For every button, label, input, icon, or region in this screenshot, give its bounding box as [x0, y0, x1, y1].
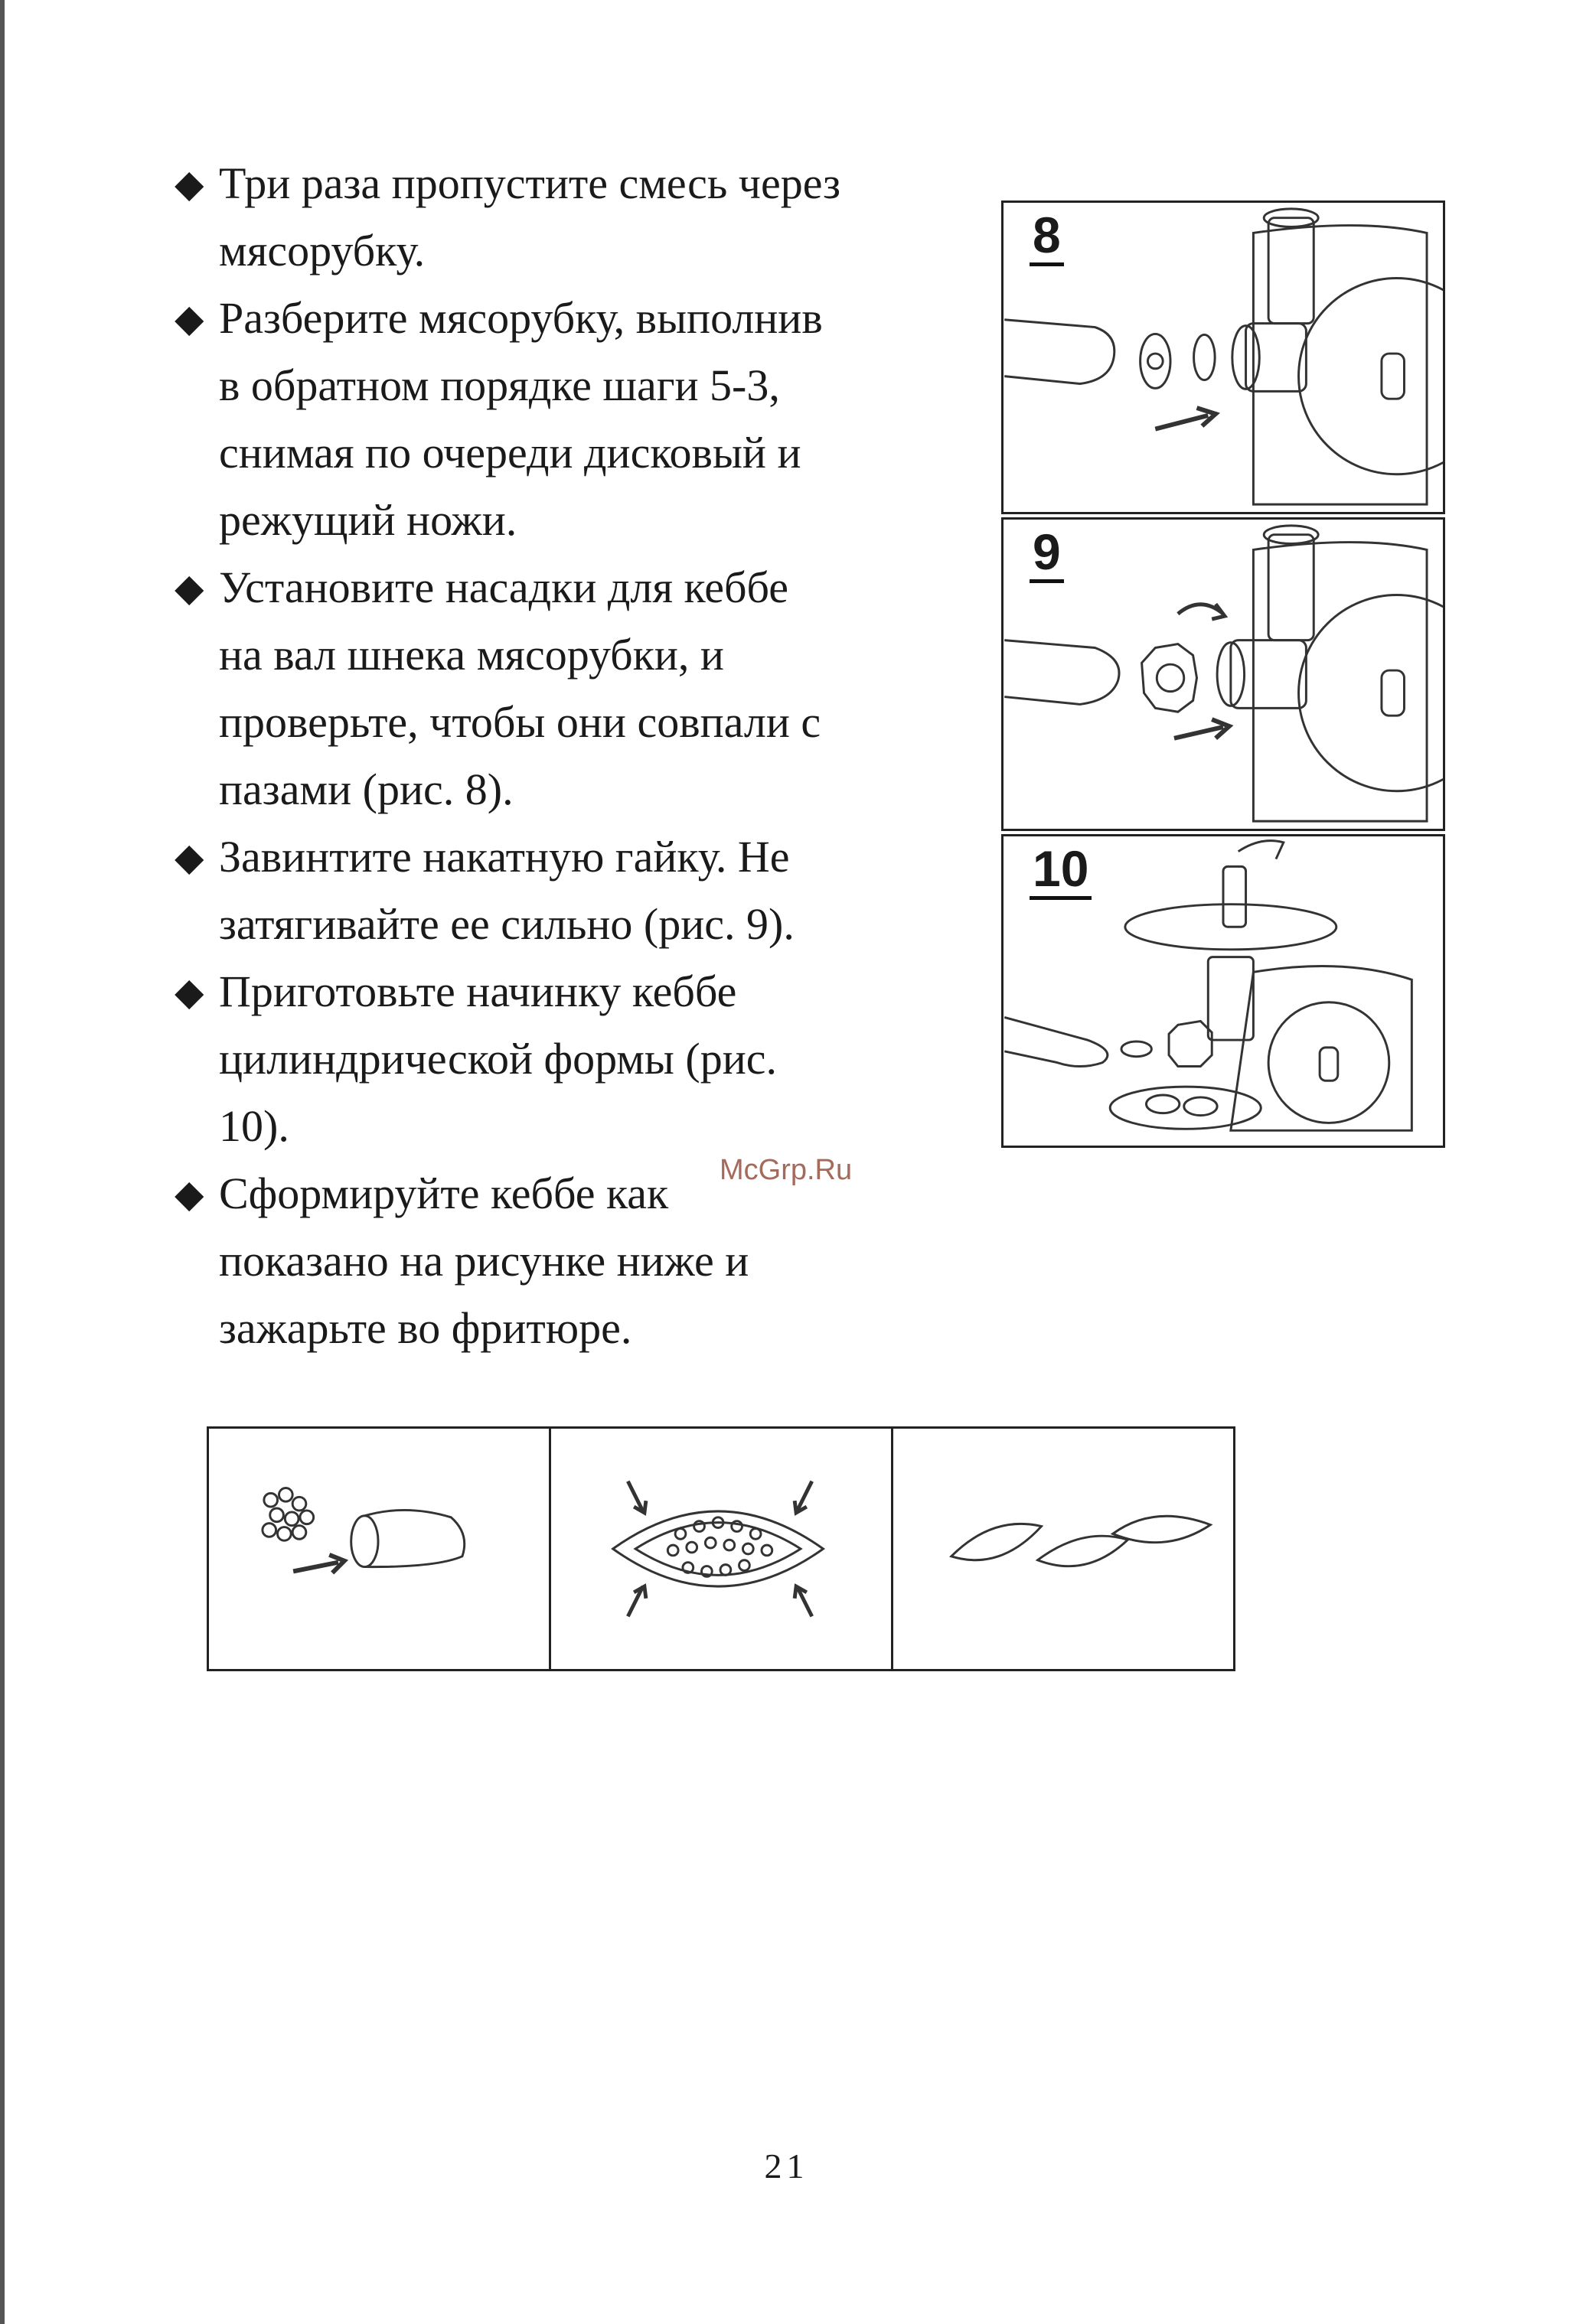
instruction-item-6: [175, 1160, 902, 1362]
kebbe-step-1: [209, 1429, 551, 1669]
line: в обратном порядке шаги 5-3,: [219, 360, 780, 410]
line: снимая по очереди дисковый и: [219, 428, 801, 478]
kebbe-step-3: [893, 1429, 1233, 1669]
instruction-item-2: [175, 285, 902, 554]
watermark: McGrp.Ru: [720, 1154, 853, 1186]
kebbe-steps-strip: [207, 1426, 1235, 1671]
figure-8: [1001, 200, 1445, 514]
diamond-bullet-icon: ◆: [175, 836, 204, 878]
instruction-item-1: [175, 150, 902, 285]
figure-number: 8: [1030, 207, 1064, 266]
line: зажарьте во фритюре.: [219, 1303, 632, 1353]
line: Разберите мясорубку, выполнив: [219, 293, 823, 343]
figure-number: 10: [1030, 841, 1092, 900]
line: режущий ножи.: [219, 495, 517, 545]
line: цилиндрической формы (рис.: [219, 1034, 777, 1084]
shaping-illustration: [551, 1429, 891, 1669]
instruction-item-5: [175, 958, 902, 1160]
page-number: 21: [764, 2146, 809, 2185]
kebbe-step-2: [551, 1429, 893, 1669]
line: затягивайте ее сильно (рис. 9).: [219, 899, 795, 949]
figure-column: [1001, 200, 1445, 1148]
page-edge-rule: [0, 0, 5, 2324]
line: показано на рисунке ниже и: [219, 1236, 749, 1286]
line: Установите насадки для кеббе: [219, 562, 789, 612]
figure-number: 9: [1030, 524, 1064, 583]
line: мясорубку.: [219, 226, 426, 275]
line: 10).: [219, 1101, 289, 1151]
line: Приготовьте начинку кеббе: [219, 966, 737, 1016]
figure-10: [1001, 834, 1445, 1148]
instruction-item-4: [175, 823, 902, 958]
diamond-bullet-icon: ◆: [175, 566, 204, 609]
diamond-bullet-icon: ◆: [175, 162, 204, 205]
diamond-bullet-icon: ◆: [175, 970, 204, 1013]
line: Сформируйте кеббе как: [219, 1169, 669, 1218]
line: Три раза пропустите смесь через: [219, 158, 841, 208]
instruction-item-3: [175, 554, 902, 823]
line: проверьте, чтобы они совпали с: [219, 697, 821, 747]
diamond-bullet-icon: ◆: [175, 297, 204, 340]
filling-and-roll-illustration: [209, 1429, 549, 1669]
line: Завинтите накатную гайку. Не: [219, 832, 790, 882]
figure-9: [1001, 517, 1445, 831]
meat-grinder-attach-illustration: [1004, 203, 1443, 512]
meat-grinder-nut-illustration: [1004, 520, 1443, 829]
finished-kebbe-illustration: [893, 1429, 1233, 1669]
diamond-bullet-icon: ◆: [175, 1172, 204, 1215]
line: на вал шнека мясорубки, и: [219, 630, 724, 680]
line: пазами (рис. 8).: [219, 764, 514, 814]
